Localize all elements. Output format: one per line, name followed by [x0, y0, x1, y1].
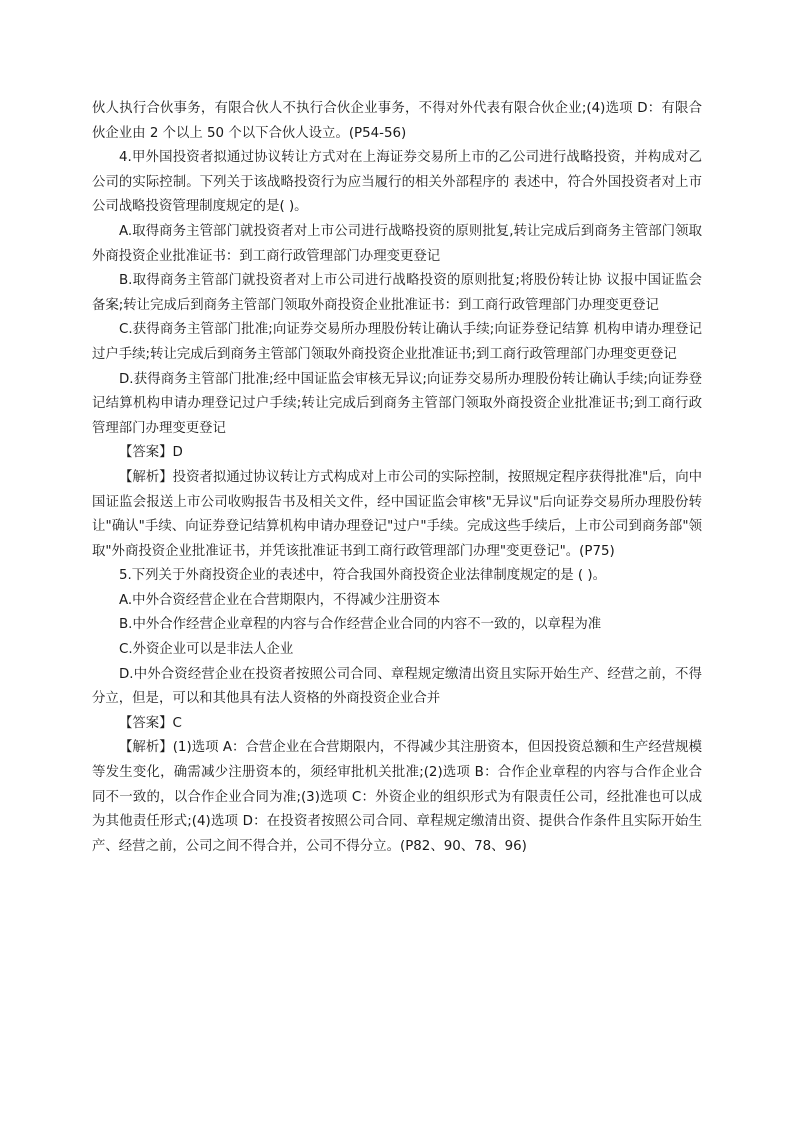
question-4-option-a: A.取得商务主管部门就投资者对上市公司进行战略投资的原则批复,转让完成后到商务主管部门领取外商投资企业批准证书：到工商行政管理部门办理变更登记	[92, 223, 702, 264]
question-5-answer: 【答案】C	[119, 715, 182, 731]
question-5-option-a: A.中外合资经营企业在合营期限内，不得减少注册资本	[119, 592, 441, 608]
question-5-option-b: B.中外合作经营企业章程的内容与合作经营企业合同的内容不一致的，以章程为准	[119, 617, 602, 633]
question-5-explanation: 【解析】(1)选项 A：合营企业在合营期限内，不得减少其注册资本，但因投资总额和生产经营规模等发生变化，确需减少注册资本的，须经审批机关批准;(2)选项 B：合作企业章程的内容与合作企业合同不一致的，以合作企业合同为准;(3)选项 C：外资企业的组织形式为有限责任公司，经批准也可以成为其他责任形式;(4)选项 D：在投资者按照公司合同、章程规定缴清出资、提供合作条件且实际开始生产、经营之前，公司之间不得合并，公司不得分立。(P82、90、78、96)	[92, 740, 702, 854]
document-body	[92, 97, 702, 859]
paragraph-continuation: 伙人执行合伙事务，有限合伙人不执行合伙企业事务，不得对外代表有限合伙企业;(4)选项 D：有限合伙企业由 2 个以上 50 个以下合伙人设立。(P54-56)	[92, 101, 702, 141]
question-4-option-c: C.获得商务主管部门批准;向证券交易所办理股份转让确认手续;向证券登记结算 机构申请办理登记过户手续;转让完成后到商务主管部门领取外商投资企业批准证书;到工商行政管理部门办理变更登记	[92, 322, 702, 362]
question-5-stem: 5.下列关于外商投资企业的表述中，符合我国外商投资企业法律制度规定的是 ( )。	[119, 568, 607, 584]
question-4-stem: 4.甲外国投资者拟通过协议转让方式对在上海证券交易所上市的乙公司进行战略投资，并构成对乙公司的实际控制。下列关于该战略投资行为应当履行的相关外部程序的 表述中，符合外国投资者对上市公司战略投资管理制度规定的是( )。	[92, 150, 702, 215]
question-4-option-b: B.取得商务主管部门就投资者对上市公司进行战略投资的原则批复;将股份转让协 议报中国证监会备案;转让完成后到商务主管部门领取外商投资企业批准证书：到工商行政管理部门办理变更登记	[92, 273, 702, 313]
question-4-option-d: D.获得商务主管部门批准;经中国证监会审核无异议;向证券交易所办理股份转让确认手续;向证券登记结算机构申请办理登记过户手续;转让完成后到商务主管部门领取外商投资企业批准证书;到工商行政管理部门办理变更登记	[92, 371, 702, 436]
question-4-answer: 【答案】D	[119, 445, 183, 461]
question-5-option-c: C.外资企业可以是非法人企业	[119, 642, 294, 658]
question-5-option-d: D.中外合资经营企业在投资者按照公司合同、章程规定缴清出资且实际开始生产、经营之前，不得分立，但是，可以和其他具有法人资格的外商投资企业合并	[92, 666, 702, 707]
question-4-explanation: 【解析】投资者拟通过协议转让方式构成对上市公司的实际控制，按照规定程序获得批准"后，向中国证监会报送上市公司收购报告书及相关文件，经中国证监会审核"无异议"后向证券交易所办理股份转让"确认"手续、向证券登记结算机构申请办理登记"过户"手续。完成这些手续后，上市公司到商务部"领取"外商投资企业批准证书，并凭该批准证书到工商行政管理部门办理"变更登记"。(P75)	[92, 469, 702, 559]
